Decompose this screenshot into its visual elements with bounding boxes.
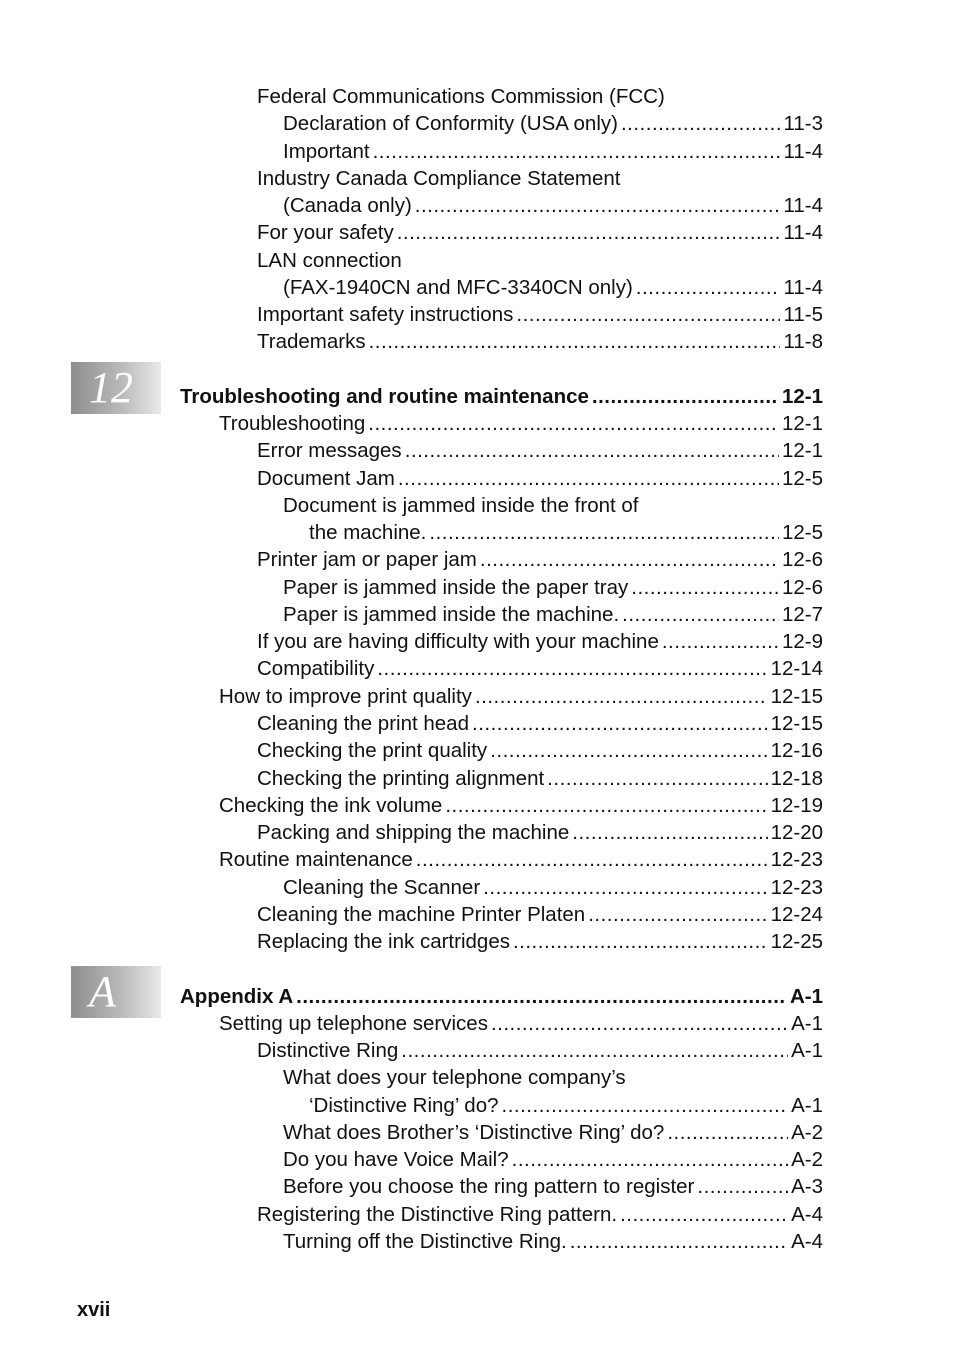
- toc-entry-page: 12-6: [781, 576, 823, 599]
- toc-chapter-heading[interactable]: [180, 383, 823, 410]
- toc-entry-text: Registering the Distinctive Ring pattern.: [257, 1203, 618, 1226]
- leader-dots: [373, 138, 781, 165]
- toc-entry[interactable]: [283, 274, 823, 301]
- toc-entry[interactable]: [257, 928, 823, 955]
- leader-dots: [512, 1146, 788, 1173]
- toc-entry[interactable]: [283, 192, 823, 219]
- toc-entry-text: the machine.: [309, 521, 427, 544]
- toc-entry-page: 12-25: [770, 930, 823, 953]
- leader-dots: [516, 301, 780, 328]
- leader-dots: [296, 983, 787, 1010]
- toc-entry[interactable]: [257, 819, 823, 846]
- toc-entry[interactable]: [283, 1146, 823, 1173]
- toc-entry-text: Industry Canada Compliance Statement: [257, 167, 621, 190]
- toc-entry-text: Before you choose the ring pattern to register: [283, 1175, 695, 1198]
- toc-entry-text: LAN connection: [257, 249, 402, 272]
- toc-entry-text: Cleaning the print head: [257, 712, 469, 735]
- toc-entry-page: 11-8: [783, 330, 823, 353]
- toc-entry-page: A-2: [791, 1121, 823, 1144]
- leader-dots: [369, 328, 781, 355]
- toc-entry-page: 12-24: [770, 903, 823, 926]
- toc-entry-page: 12-23: [770, 876, 823, 899]
- toc-entry-text: Checking the ink volume: [219, 794, 443, 817]
- toc-entry-page: A-1: [791, 1012, 823, 1035]
- leader-dots: [483, 874, 767, 901]
- toc-entry-text: Checking the print quality: [257, 739, 488, 762]
- toc-entry-text: (FAX-1940CN and MFC-3340CN only): [283, 276, 633, 299]
- toc-entry-page: 11-3: [783, 112, 823, 135]
- toc-entry-text: Routine maintenance: [219, 848, 413, 871]
- toc-entry-text: Trademarks: [257, 330, 366, 353]
- toc-chapter-heading[interactable]: [180, 983, 823, 1010]
- toc-entry-page: 12-1: [781, 412, 823, 435]
- toc-entry[interactable]: [257, 219, 823, 246]
- page-number: xvii: [77, 1299, 111, 1321]
- toc-entry-text: Turning off the Distinctive Ring.: [283, 1230, 567, 1253]
- toc-entry-text: Printer jam or paper jam: [257, 548, 477, 571]
- toc-entry-page: A-1: [789, 985, 823, 1008]
- leader-dots: [490, 737, 767, 764]
- toc-entry-text: Replacing the ink cartridges: [257, 930, 510, 953]
- leader-dots: [475, 683, 768, 710]
- leader-dots: [547, 765, 767, 792]
- toc-entry-text: Appendix A: [180, 985, 294, 1008]
- toc-entry-text: Cleaning the machine Printer Platen: [257, 903, 586, 926]
- toc-entry[interactable]: [257, 465, 823, 492]
- leader-dots: [405, 437, 779, 464]
- toc-entry-page: 12-20: [770, 821, 823, 844]
- leader-dots: [513, 928, 768, 955]
- leader-dots: [491, 1010, 788, 1037]
- leader-dots: [662, 628, 779, 655]
- leader-dots: [429, 519, 779, 546]
- toc-entry-page: A-3: [791, 1175, 823, 1198]
- toc-entry[interactable]: [257, 655, 823, 682]
- toc-entry-page: 12-23: [770, 848, 823, 871]
- leader-dots: [570, 1228, 788, 1255]
- leader-dots: [572, 819, 767, 846]
- toc-entry-text: Troubleshooting: [219, 412, 366, 435]
- toc-entry[interactable]: [283, 1228, 823, 1255]
- leader-dots: [667, 1119, 788, 1146]
- leader-dots: [588, 901, 767, 928]
- toc-entry[interactable]: [283, 601, 823, 628]
- leader-dots: [620, 1201, 788, 1228]
- leader-dots: [697, 1173, 788, 1200]
- toc-entry[interactable]: [257, 247, 402, 274]
- leader-dots: [472, 710, 768, 737]
- toc-entry-text: Error messages: [257, 439, 402, 462]
- leader-dots: [621, 110, 781, 137]
- leader-dots: [397, 219, 781, 246]
- toc-entry[interactable]: [257, 628, 823, 655]
- toc-entry[interactable]: [283, 110, 823, 137]
- toc-entry[interactable]: [257, 1201, 823, 1228]
- toc-entry-page: 12-18: [770, 767, 823, 790]
- toc-entry-text: Compatibility: [257, 657, 375, 680]
- toc-entry-page: 12-19: [770, 794, 823, 817]
- leader-dots: [592, 383, 779, 410]
- toc-entry-page: 12-5: [781, 521, 823, 544]
- chapter-number: A: [89, 967, 116, 1016]
- toc-entry-text: Paper is jammed inside the paper tray: [283, 576, 629, 599]
- toc-entry-text: Important safety instructions: [257, 303, 514, 326]
- toc-entry-page: 12-5: [781, 467, 823, 490]
- toc-entry-text: Document is jammed inside the front of: [283, 494, 639, 517]
- leader-dots: [631, 574, 779, 601]
- toc-entry-page: 12-7: [781, 603, 823, 626]
- toc-entry-page: A-4: [791, 1203, 823, 1226]
- toc-entry[interactable]: [257, 437, 823, 464]
- toc-entry-text: Declaration of Conformity (USA only): [283, 112, 618, 135]
- toc-entry-page: A-1: [791, 1039, 823, 1062]
- toc-entry[interactable]: [309, 1092, 823, 1119]
- toc-entry-text: Federal Communications Commission (FCC): [257, 85, 665, 108]
- toc-entry-text: Troubleshooting and routine maintenance: [180, 385, 589, 408]
- toc-entry-page: 12-15: [770, 685, 823, 708]
- toc-entry-page: A-1: [791, 1094, 823, 1117]
- toc-entry[interactable]: [257, 165, 621, 192]
- toc-entry[interactable]: [283, 874, 823, 901]
- leader-dots: [398, 465, 779, 492]
- toc-entry-text: If you are having difficulty with your machine: [257, 630, 659, 653]
- toc-entry-text: For your safety: [257, 221, 394, 244]
- toc-entry[interactable]: [283, 1064, 626, 1091]
- toc-entry-text: ‘Distinctive Ring’ do?: [309, 1094, 499, 1117]
- toc-entry[interactable]: [257, 1037, 823, 1064]
- toc-entry-text: Do you have Voice Mail?: [283, 1148, 509, 1171]
- toc-entry[interactable]: [219, 846, 823, 873]
- leader-dots: [636, 274, 781, 301]
- toc-entry-page: 11-4: [783, 194, 823, 217]
- toc-entry-text: Important: [283, 140, 370, 163]
- toc-entry[interactable]: [257, 546, 823, 573]
- toc-entry-page: 11-4: [783, 221, 823, 244]
- leader-dots: [377, 655, 767, 682]
- leader-dots: [415, 192, 781, 219]
- chapter-tab-a: [71, 966, 161, 1018]
- chapter-number: 12: [89, 363, 133, 412]
- leader-dots: [416, 846, 768, 873]
- toc-entry[interactable]: [257, 328, 823, 355]
- toc-entry-page: 12-15: [770, 712, 823, 735]
- toc-entry[interactable]: [283, 1119, 823, 1146]
- toc-entry-text: Setting up telephone services: [219, 1012, 488, 1035]
- toc-entry-page: 12-6: [781, 548, 823, 571]
- toc-entry-page: 12-9: [781, 630, 823, 653]
- toc-entry[interactable]: [257, 737, 823, 764]
- toc-entry-text: Distinctive Ring: [257, 1039, 399, 1062]
- toc-entry[interactable]: [257, 710, 823, 737]
- leader-dots: [401, 1037, 788, 1064]
- toc-entry[interactable]: [309, 519, 823, 546]
- toc-entry[interactable]: [257, 83, 665, 110]
- toc-entry[interactable]: [219, 410, 823, 437]
- toc-entry-text: Packing and shipping the machine: [257, 821, 570, 844]
- toc-entry-text: Cleaning the Scanner: [283, 876, 481, 899]
- toc-entry-text: What does Brother’s ‘Distinctive Ring’ do?: [283, 1121, 665, 1144]
- toc-entry-page: 12-14: [770, 657, 823, 680]
- leader-dots: [622, 601, 779, 628]
- toc-entry[interactable]: [257, 301, 823, 328]
- toc-entry[interactable]: [257, 901, 823, 928]
- toc-entry[interactable]: [283, 1173, 823, 1200]
- toc-entry-page: 11-5: [783, 303, 823, 326]
- leader-dots: [480, 546, 779, 573]
- toc-entry-page: A-4: [791, 1230, 823, 1253]
- leader-dots: [368, 410, 779, 437]
- toc-entry[interactable]: [283, 574, 823, 601]
- toc-entry-text: Checking the printing alignment: [257, 767, 545, 790]
- leader-dots: [445, 792, 767, 819]
- toc-entry-text: Paper is jammed inside the machine.: [283, 603, 620, 626]
- leader-dots: [502, 1092, 789, 1119]
- toc-entry-page: 12-1: [781, 439, 823, 462]
- chapter-tab-12: [71, 362, 161, 414]
- toc-entry-text: Document Jam: [257, 467, 395, 490]
- toc-entry-text: (Canada only): [283, 194, 412, 217]
- toc-entry[interactable]: [219, 792, 823, 819]
- toc-entry-page: 12-16: [770, 739, 823, 762]
- toc-entry-page: 11-4: [783, 276, 823, 299]
- toc-entry-page: 12-1: [781, 385, 823, 408]
- toc-entry[interactable]: [219, 1010, 823, 1037]
- toc-entry-page: A-2: [791, 1148, 823, 1171]
- toc-entry[interactable]: [219, 683, 823, 710]
- toc-entry[interactable]: [283, 138, 823, 165]
- toc-entry-text: What does your telephone company’s: [283, 1066, 626, 1089]
- toc-entry-text: How to improve print quality: [219, 685, 472, 708]
- toc-entry[interactable]: [283, 492, 639, 519]
- toc-entry[interactable]: [257, 765, 823, 792]
- toc-entry-page: 11-4: [783, 140, 823, 163]
